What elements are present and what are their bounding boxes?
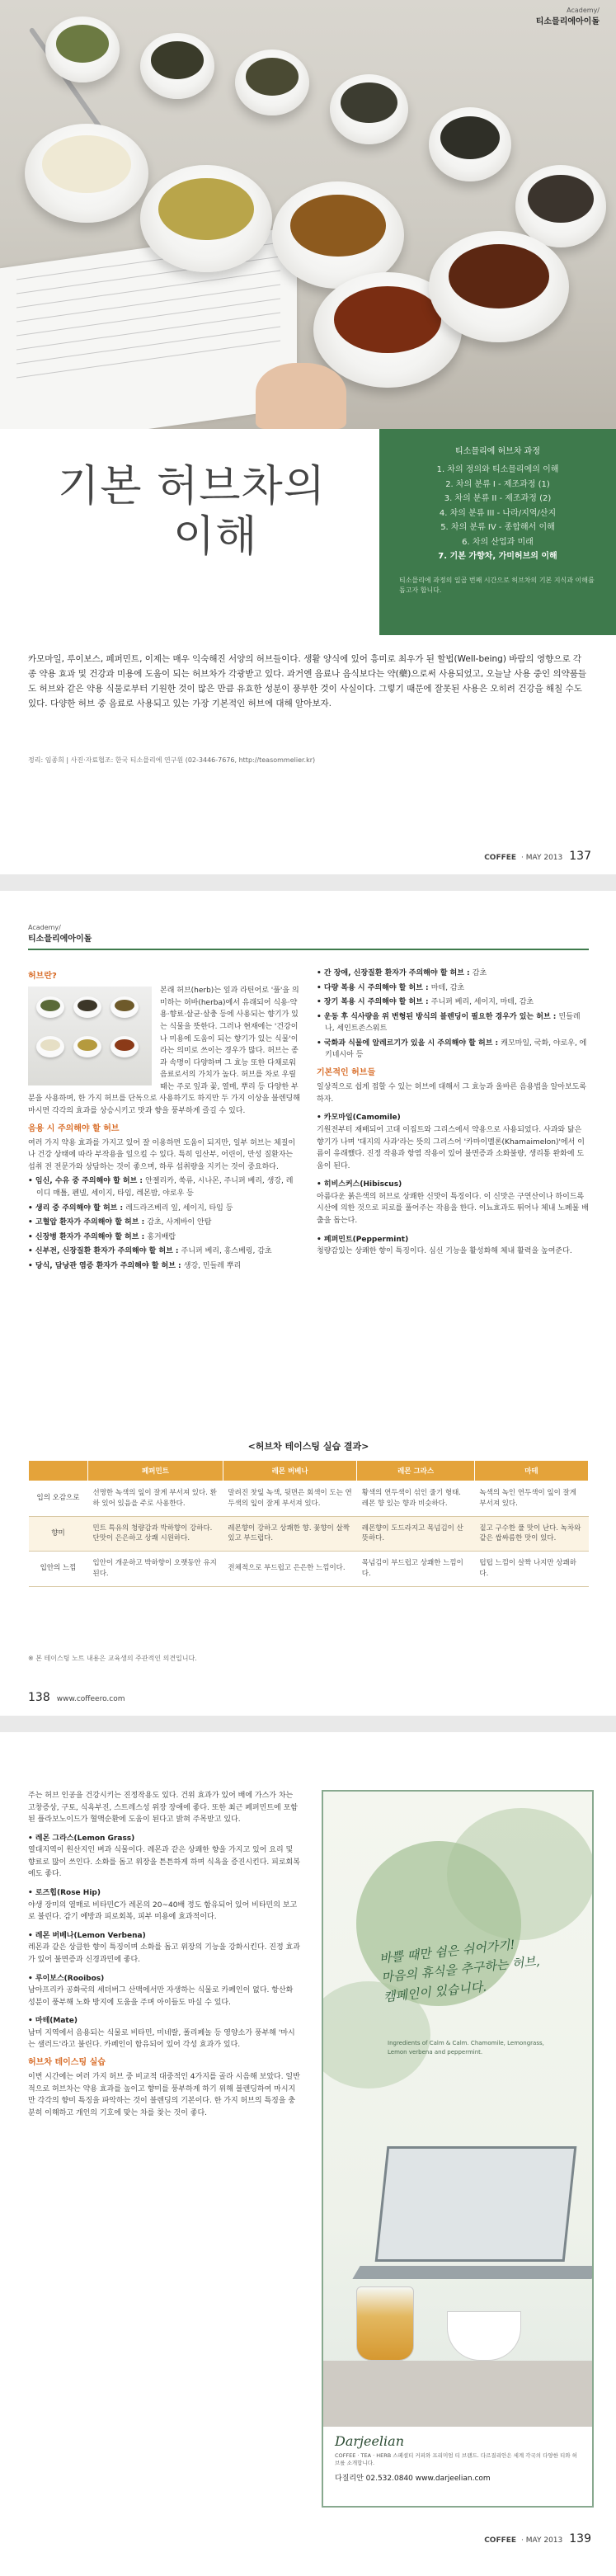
herb-name: • 카모마일(Camomile): [317, 1114, 401, 1123]
table-cell: 선명한 녹색의 잎이 잘게 부서져 있다. 환하 있어 있음을 주로 사용한다.: [88, 1481, 223, 1517]
caution-item-label: • 장기 복용 시 주의해야 할 허브 :: [317, 998, 431, 1007]
table-row-label: 향미: [29, 1516, 88, 1552]
herb-text: 청량감있는 상쾌한 향이 특징이다. 심신 기능을 활성화해 체내 활력을 높여준다.: [317, 1247, 572, 1256]
section-tag-main: 티소믈리에아이돌: [535, 17, 600, 26]
what-is-herb-text: 본래 허브(herb)는 잎과 라틴어로 '풀'을 의미하는 허바(herba)에서 유래되어 식용·약용·향료·살균·살충 등에 사용되는 향기가 있는 식물을 뜻한다. 그러나 현재에는 '건강이나 미용에 도움이 되는 향기가 있는 식물'이라는 의미로 쓰이는 경우가 많다. 허브는 종과 속명이 다양하며 그 효능 또한 다채로워 음료로서의 가치가 높다. 허브를 차로 우릴 때는 주로 잎과 꽃, 열매, 뿌리 등 다양한 부분을 사용하며, 한 가지 허브를 단독으로 사용하기도 하지만 두 가지 이상을 블렌딩해 마시면 각각의 효과를 상승시키고 맛과 향을 풍부하게 즐길 수 있다.: [28, 987, 300, 1115]
laptop-base-illustration: [352, 2266, 594, 2279]
right-column: [317, 965, 589, 1258]
series-item: 2. 차의 분류 I - 제조과정 (1): [445, 479, 550, 489]
tasting-practice-text: 이번 시간에는 여러 가지 허브 중 비교적 대중적인 4가지를 골라 시음해 보았다. 일반적으로 허브차는 약용 효과를 높이고 향미를 풍부하게 하기 위해 블렌딩하여 마시지만 각각의 향미 특징을 파악하는 것이 블렌딩의 기본이다. 한 가지 허브의 특징을 충분히 이해하고 개인의 기호에 맞는 차를 찾는 것이 좋다.: [28, 2073, 300, 2117]
tasting-cup: [45, 16, 120, 82]
herb-name: • 레몬 버베나(Lemon Verbena): [28, 1931, 146, 1940]
herb-descriptions: [317, 1112, 589, 1257]
caution-item-value: 주니퍼 베리, 세이지, 마테, 감초: [430, 998, 534, 1007]
table-cell: 목넘김이 부드럽고 상쾌한 느낌이다.: [357, 1552, 475, 1587]
tasting-cup: [140, 33, 214, 99]
herb-text: 아름다운 붉은색의 허브로 상쾌한 신맛이 특징이다. 이 신맛은 구연산이나 하이드록시산에 의한 것으로 피로를 풀어주는 작용을 한다. 이뇨효과도 뛰어나 체내 노폐물 배출을 돕는다.: [317, 1192, 589, 1226]
heading-basic-herbs: 기본적인 허브들: [317, 1068, 376, 1078]
herb-name: • 루이보스(Rooibos): [28, 1974, 105, 1983]
footer-page-number: 139: [569, 2532, 591, 2545]
hero-photo: [0, 0, 616, 429]
section-tag-top: Academy/: [28, 924, 61, 931]
page-139: [0, 1732, 616, 2560]
table-header-cell: 레몬 그라스: [357, 1461, 475, 1481]
caution-item-value: 레드라즈베리 잎, 세이지, 타임 등: [125, 1203, 233, 1213]
table-cell: 말려진 찻잎 녹색, 뒷면은 회색이 도는 연두색의 잎이 잘게 부서져 있다.: [223, 1481, 356, 1517]
caution-item-value: 민들레나, 세인트존스워트: [325, 1012, 581, 1034]
caution-item: [28, 1260, 300, 1273]
series-description: 티소믈리에 과정의 일곱 번째 시간으로 허브차의 기본 지식과 이해를 돕고자 합니다.: [399, 576, 595, 594]
left-column: [28, 965, 300, 1275]
ad-tagline: 바쁠 때만 쉼은 쉬어가기! 마음의 휴식을 추구하는 허브, 캠페인이 있습니다.: [379, 1937, 541, 2004]
tasting-bowl: [429, 231, 569, 342]
table-row-label: 입안의 느낌: [29, 1552, 88, 1587]
footer-issue: · MAY 2013: [521, 2536, 563, 2545]
table-header-cell: 마테: [474, 1461, 588, 1481]
caution-item: [317, 1011, 589, 1035]
ad-ingredients: Ingredients of Calm & Calm. Chamomile, Lemongrass, Lemon verbena and peppermint.: [388, 2040, 544, 2056]
series-contents-box: [379, 429, 616, 635]
caution-item: [28, 1231, 300, 1244]
page-footer: [484, 850, 591, 863]
section-tag: [536, 7, 600, 26]
table-row: [29, 1481, 589, 1517]
article-title: [58, 462, 355, 563]
section-tag-top: Academy/: [567, 7, 600, 14]
peppermint-continued-text: 주는 허브 인공을 건강시키는 진정작용도 있다. 건위 효과가 있어 배에 가스가 차는 고창증상, 구토, 식욕부진, 스트레스성 위장 장애에 좋다. 또한 최근 페퍼민트에 포함된 플라보노이드가 혈액순환에 도움이 된다고 밝혀 주목받고 있다.: [28, 1792, 298, 1825]
caution-item-value: 생강, 민들레 뿌리: [183, 1261, 242, 1270]
tea-glass-illustration: [356, 2286, 414, 2361]
caution-item: [28, 1246, 300, 1258]
footer-page-number: 138: [28, 1691, 50, 1704]
caution-item-label: • 운동 후 식사량을 위 변형된 방식의 블렌딩이 필요한 경우가 있는 허브 :: [317, 1012, 559, 1021]
leaf-decoration: [447, 1808, 594, 1940]
table-cell: 민트 특유의 청량감과 박하향이 강하다. 단맛이 은은하고 상쾌 시원하다.: [88, 1516, 223, 1552]
table-note: ※ 본 테이스팅 노트 내용은 교육생의 주관적인 의견입니다.: [28, 1655, 197, 1662]
caution-item-value: 안젤리카, 쑥류, 시나몬, 주니퍼 베리, 생강, 레이디 매틀, 펜넬, 세이지, 타임, 레몬밤, 야로우 등: [36, 1177, 294, 1199]
title-line-1: 기본 허브차의: [58, 462, 326, 511]
caution-item-label: • 임신, 수유 중 주의해야 할 허브 :: [28, 1177, 146, 1186]
caution-item-label: • 신장병 환자가 주의해야 할 허브 :: [28, 1232, 148, 1241]
caution-item: [317, 1038, 589, 1062]
table-body: [29, 1481, 589, 1587]
tasting-cup: [515, 165, 606, 247]
section-tag: [28, 924, 92, 944]
caution-item-label: • 당식, 담낭관 염증 환자가 주의해야 할 허브 :: [28, 1261, 184, 1270]
caution-item-value: 홍거배랍: [147, 1232, 176, 1241]
title-line-2: 이해: [173, 512, 258, 563]
tasting-cup: [429, 107, 511, 181]
tasting-sheet-illustration: [0, 227, 297, 429]
herb-tea-photo: [28, 987, 152, 1085]
herb-text: 남미 지역에서 음용되는 식물로 비타민, 미네랄, 폴리페놀 등 영양소가 풍부해 '마시는 샐러드'라고 불린다. 카페인이 함유되어 있어 각성 효과가 있다.: [28, 2028, 295, 2050]
caution-item: [317, 982, 589, 995]
tasting-results-table: [28, 1460, 589, 1587]
heading-what-is-herb: 허브란?: [28, 972, 57, 981]
caution-item: [28, 1175, 300, 1199]
herb-text: 남아프리카 공화국의 세더버그 산맥에서만 자생하는 식물로 카페인이 없다. 항산화 성분이 풍부해 노화 방지에 도움을 주며 아이들도 마실 수 있다.: [28, 1986, 294, 2007]
series-item: 5. 차의 분류 IV - 종합해서 이해: [440, 523, 555, 532]
table-cell: 전체적으로 부드럽고 은은한 느낌이다.: [223, 1552, 356, 1587]
caution-herbs-text: 여러 가지 약용 효과를 가지고 있어 잘 이용하면 도움이 되지만, 일부 허브는 체질이나 건강 상태에 따라 부작용을 일으킬 수 있다. 특히 임산부, 어린이, 만성 질환자는 섭취 전 전문가와 상담하는 것이 좋으며, 하루 섭취량을 지키는 것이 중요하다.: [28, 1138, 296, 1171]
table-cell: 레몬향이 강하고 상쾌한 향. 꽃향이 살짝 있고 부드럽다.: [223, 1516, 356, 1552]
caution-item: [317, 968, 589, 980]
caution-item-value: 감초, 사계바이 안탐: [147, 1218, 212, 1227]
page-gap: [0, 1716, 616, 1732]
section-tag-main: 티소믈리에아이돌: [28, 935, 92, 944]
heading-tasting-practice: 허브차 테이스팅 실습: [28, 2057, 106, 2067]
caution-item-label: • 국화과 식물에 알레르기가 있을 시 주의해야 할 허브 :: [317, 1038, 501, 1048]
herb-name: • 히비스커스(Hibiscus): [317, 1180, 402, 1189]
table-cell: 녹색의 녹인 연두색이 잎이 잘게 부서져 있다.: [474, 1481, 588, 1517]
herb-text: 열대지역이 원산지인 벼과 식물이다. 레몬과 같은 상쾌한 향을 가지고 있어 요리 및 향료로 많이 쓰인다. 소화를 돕고 위장을 튼튼하게 하며 식욕을 증진시킨다. 피로회복에도 좋다.: [28, 1846, 300, 1879]
caution-item-value: 마테, 감초: [430, 983, 465, 992]
herb-name: • 로즈힙(Rose Hip): [28, 1889, 101, 1898]
brand-contact: 다질리안 02.532.0840 www.darjeelian.com: [335, 2475, 491, 2484]
herb-name: • 마테(Mate): [28, 2017, 78, 2026]
caution-list: [28, 1175, 300, 1272]
caution-item-label: • 생리 중 주의해야 할 허브 :: [28, 1203, 126, 1213]
caution-item: [317, 996, 589, 1009]
table-header-row: [29, 1461, 589, 1481]
table-cell: 입안이 개운하고 박하향이 오랫동안 유지된다.: [88, 1552, 223, 1587]
series-item: 6. 차의 산업과 미래: [462, 537, 534, 547]
caution-item: [28, 1203, 300, 1215]
tasting-table-title: <허브차 테이스팅 실습 결과>: [247, 1441, 369, 1452]
table-cell: 황색의 연두색이 섞인 줄기 형태. 레몬 향 있는 향과 비슷하다.: [357, 1481, 475, 1517]
table-header-cell: 페퍼민트: [88, 1461, 223, 1481]
series-list: [399, 463, 596, 564]
series-item: 3. 차의 분류 II - 제조과정 (2): [444, 494, 552, 503]
caution-item-value: 캐모마일, 국화, 야로우, 에키네시아 등: [325, 1038, 587, 1060]
herb-text: 기원전부터 재배되어 고대 이집트와 그리스에서 약용으로 사용되었다. 사과와 닮은 향기가 나며 '대지의 사과'라는 뜻의 그리스어 '카마이멜론(Khamaimelon)'에서 이름이 유래했다. 진정 작용과 항염 작용이 있어 불면증과 소화불량, 생리통 완화에 도움이 된다.: [317, 1125, 585, 1170]
footer-issue: · MAY 2013: [521, 854, 563, 862]
caution-list-continued: [317, 968, 589, 1062]
table-header-cell: [29, 1461, 88, 1481]
credit-line: 정리: 임종희 | 사진·자료협조: 한국 티소믈리에 연구원 (02-3446-7676, http://teasommelier.kr): [28, 756, 316, 764]
darjeelian-advertisement: [322, 1790, 594, 2508]
series-item: 7. 기본 가향차, 가미허브의 이해: [438, 552, 557, 561]
table-illustration: [323, 2361, 594, 2435]
caution-item-value: 주니퍼 베리, 홍스베링, 감초: [181, 1247, 272, 1256]
herb-text: 레몬과 같은 상큼한 향이 특징이며 소화를 돕고 위장의 기능을 강화시킨다. 진정 효과가 있어 불면증과 신경과민에 좋다.: [28, 1943, 300, 1964]
table-cell: 짙고 구수한 풀 맛이 난다. 녹차와 같은 쌉싸름한 맛이 있다.: [474, 1516, 588, 1552]
herb-name: • 페퍼민트(Peppermint): [317, 1235, 409, 1244]
page-gap: [0, 874, 616, 891]
footer-magazine: COFFEE: [484, 854, 517, 862]
caution-item-label: • 다량 복용 시 주의해야 할 허브 :: [317, 983, 431, 992]
caution-item-label: • 간 장애, 신장질환 환자가 주의해야 할 허브 :: [317, 969, 473, 977]
header-rule: [28, 949, 589, 950]
series-item: 1. 차의 정의와 티소믈리에의 이해: [436, 465, 559, 474]
footer-site: www.coffeero.com: [56, 1695, 125, 1703]
tasting-cup: [330, 74, 408, 144]
series-item: 4. 차의 분류 III - 나라/지역/산지: [439, 508, 557, 518]
ad-brand-box: [323, 2427, 592, 2506]
caution-item-label: • 고혈압 환자가 주의해야 할 허브 :: [28, 1218, 148, 1227]
brand-logo: Darjeelian: [335, 2433, 404, 2449]
tasting-cup: [235, 49, 309, 115]
herb-text: 야생 장미의 열매로 비타민C가 레몬의 20~40배 정도 함유되어 있어 비타민의 보고로 불린다. 감기 예방과 피로회복, 피부 미용에 효과적이다.: [28, 1900, 298, 1922]
table-header-cell: 레몬 버베나: [223, 1461, 356, 1481]
table-cell: 레몬향이 도드라지고 목넘김이 산뜻하다.: [357, 1516, 475, 1552]
page-138: [0, 891, 616, 1716]
series-heading: 티소믈리에 허브차 과정: [455, 447, 540, 456]
heading-caution-herbs: 음용 시 주의해야 할 허브: [28, 1123, 120, 1133]
table-row: [29, 1552, 589, 1587]
herb-descriptions: [28, 1833, 300, 2051]
brand-description: COFFEE · TEA · HERB 스페셜티 커피와 프리미엄 티 브랜드. 다르질리안은 세계 각국의 다양한 티와 허브를 소개합니다.: [335, 2452, 577, 2467]
page-137: [0, 0, 616, 874]
table-cell: 텁텁 느낌이 살짝 나지만 상쾌하다.: [474, 1552, 588, 1587]
left-column: [28, 1790, 300, 2119]
caution-item-label: • 신부전, 신장질환 환자가 주의해야 할 허브 :: [28, 1247, 181, 1256]
table-row-label: 입의 오감으로: [29, 1481, 88, 1517]
caution-item-value: 감초: [472, 969, 487, 977]
footer-magazine: COFFEE: [484, 2536, 517, 2545]
page-footer: [484, 2532, 591, 2545]
caution-item: [28, 1217, 300, 1229]
tasting-bowl: [140, 165, 272, 272]
footer-page-number: 137: [569, 850, 591, 863]
page-footer: [28, 1691, 125, 1704]
laptop-illustration: [375, 2146, 577, 2262]
basic-herbs-text: 일상적으로 쉽게 접할 수 있는 허브에 대해서 그 효능과 올바른 음용법을 알아보도록 하자.: [317, 1083, 587, 1104]
tea-cup-illustration: [447, 2311, 521, 2361]
hand-illustration: [256, 363, 346, 429]
herb-name: • 레몬 그라스(Lemon Grass): [28, 1834, 135, 1843]
table-row: [29, 1516, 589, 1552]
tasting-bowl: [25, 124, 148, 223]
intro-paragraph: 카모마일, 루이보스, 페퍼민트, 이제는 매우 익숙해진 서양의 허브들이다. 생활 양식에 있어 흥미로 최우가 된 할법(Well-being) 바람의 영향으로 각종 약용 효과 및 건강과 미용에 도움이 되는 허브차가 각광받고 있다. 과거엔 음료나 음식보다는 약(藥)으로써 사용되었고, 오늘날 사용 중인 의약품들도 허브와 같은 약용 식물로부터 기원한 것이 많은 만큼 유효한 성분이 풍부한 것이 사실이다. 그렇기 때문에 잘못된 사용은 오히려 건강을 해칠 수도 있다. 다양한 허브 중 음료로 사용되고 있는 가장 기본적인 허브에 대해 알아보자.: [28, 654, 587, 709]
